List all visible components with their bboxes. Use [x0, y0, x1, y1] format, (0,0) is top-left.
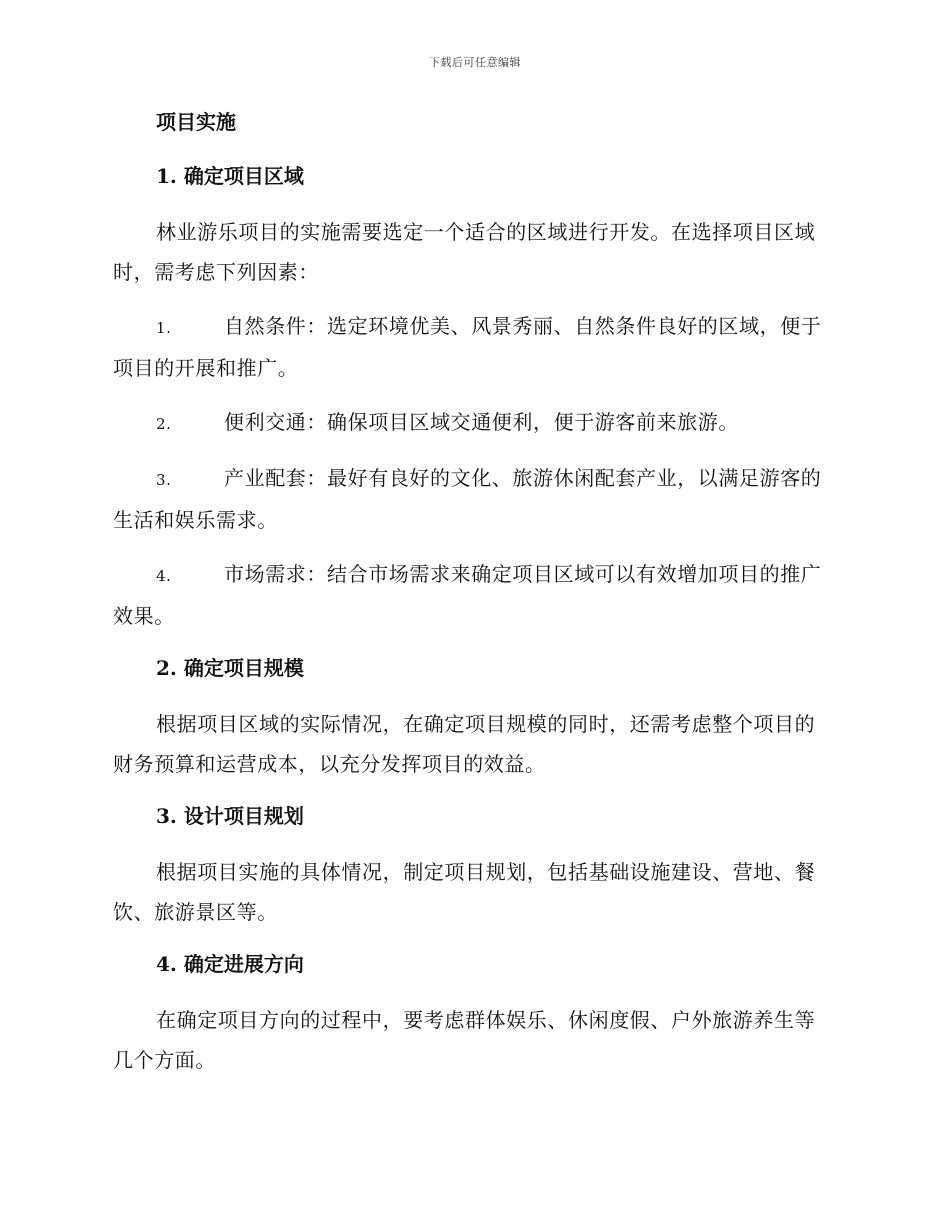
- section-3-text: 根据项目实施的具体情况，制定项目规划，包括基础设施建设、营地、餐饮、旅游景区等。: [113, 860, 816, 924]
- section-2-text: 根据项目区域的实际情况，在确定项目规模的同时，还需考虑整个项目的财务预算和运营成本，以充分发挥项目的效益。: [113, 712, 816, 776]
- list-item-text: 便利交通：确保项目区域交通便利，便于游客前来旅游。: [224, 410, 739, 434]
- section-4-text: 在确定项目方向的过程中，要考虑群体娱乐、休闲度假、户外旅游养生等几个方面。: [113, 1008, 816, 1072]
- list-item: [113, 306, 833, 388]
- section-3-heading: 3. 设计项目规划: [156, 804, 304, 828]
- document-body: [113, 104, 833, 1094]
- list-item: [113, 458, 833, 540]
- page-header-note: 下载后可任意编辑: [429, 56, 521, 69]
- list-item-text: 市场需求：结合市场需求来确定项目区域可以有效增加项目的推广效果。: [113, 562, 822, 628]
- list-item-number: 3.: [156, 471, 172, 489]
- section-2-heading: 2. 确定项目规模: [156, 656, 304, 680]
- list-item-number: 2.: [156, 415, 172, 433]
- section-1-intro: 林业游乐项目的实施需要选定一个适合的区域进行开发。在选择项目区域时，需考虑下列因素：: [113, 220, 816, 284]
- list-item-text: 自然条件：选定环境优美、风景秀丽、自然条件良好的区域，便于项目的开展和推广。: [113, 314, 822, 380]
- list-item-number: 1.: [156, 319, 172, 337]
- list-item-text: 产业配套：最好有良好的文化、旅游休闲配套产业，以满足游客的生活和娱乐需求。: [113, 466, 822, 532]
- list-item: [113, 554, 833, 636]
- list-item-number: 4.: [156, 567, 172, 585]
- document-title: 项目实施: [156, 110, 236, 134]
- section-4-heading: 4. 确定进展方向: [156, 952, 304, 976]
- section-1-heading: 1. 确定项目区域: [156, 164, 304, 188]
- list-item: [113, 402, 833, 444]
